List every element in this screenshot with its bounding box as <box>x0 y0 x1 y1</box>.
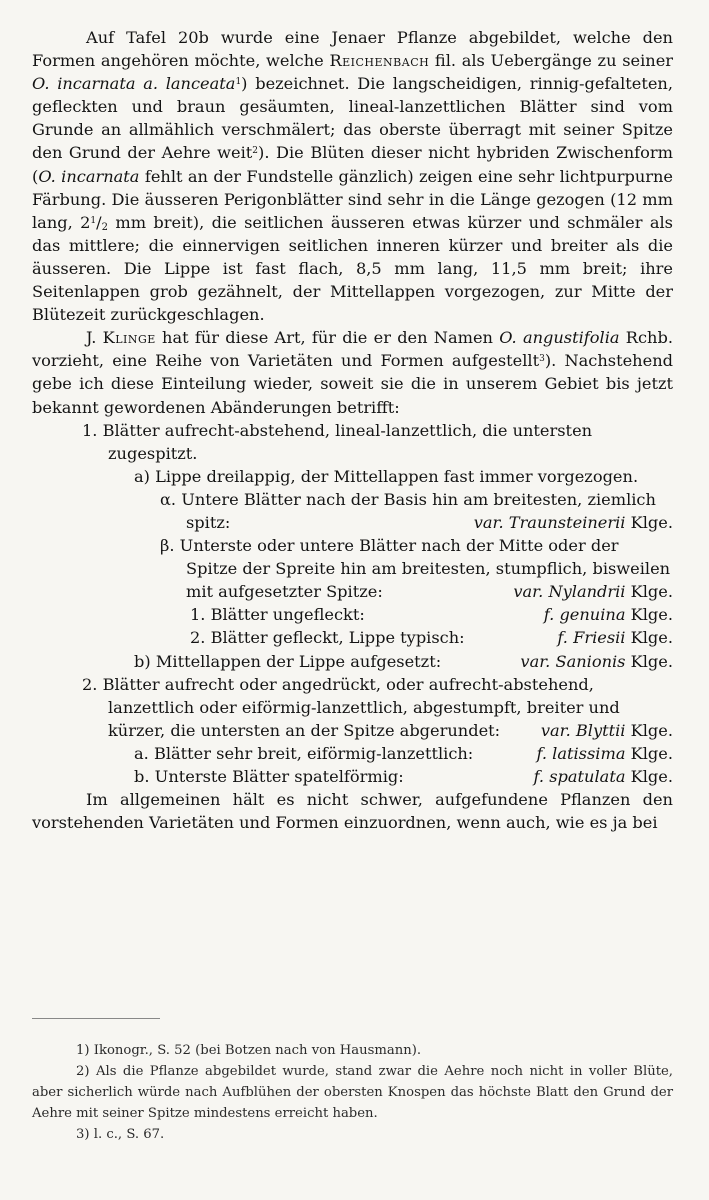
footnote-mark: 1) <box>76 1043 90 1058</box>
taxon-rank: var. <box>540 720 571 740</box>
list-item <box>32 673 673 742</box>
item-marker: 2. <box>82 674 98 694</box>
taxon-name <box>466 511 673 534</box>
text-run: mm breit), die seitlichen äusseren etwas kürzer und schmäler als das mittlere; die einnervigen seitlichen inneren kürzer und breiter als die äusseren. Die Lippe ist fast flach, 8,5 mm lang, 11,5 mm breit; ihre Seitenlappen grob gezähnelt, der Mittellappen vorgezogen, zur Mitte der Blütezeit zurückgeschlagen. <box>32 212 673 325</box>
text-run: ) bezeichnet. Die langscheidigen, rinnig-gefalteten, gefleckten und braun gesäumten, lineal-lanzettlichen Blätter sind vom Grunde an allmählich verschmälert; das oberste überragt mit seiner Spitze den Grund der Aehre weit <box>32 74 673 163</box>
taxon-name <box>505 580 673 603</box>
item-text: Untere Blätter nach der Basis hin am breitesten, ziemlich spitz: <box>181 489 656 532</box>
taxon-name <box>536 603 673 626</box>
taxon-rank: var. <box>513 582 544 602</box>
item-text: Lippe dreilappig, der Mittellappen fast immer vorgezogen. <box>155 466 639 486</box>
paragraph-klinge <box>32 326 673 418</box>
text-run: hat für diese Art, für die er den Namen <box>155 328 500 348</box>
taxon-epithet: Friesii <box>573 628 626 648</box>
footnote-3 <box>32 1124 673 1145</box>
taxon-epithet: latissima <box>552 743 626 763</box>
paragraph-closing: Im allgemeinen hält es nicht schwer, aufgefundene Pflanzen den vorstehenden Varietäten und Formen einzuordnen, wenn auch, wie es ja bei <box>32 790 673 833</box>
list-item <box>32 488 673 534</box>
footnote-text: Ikonogr., S. 52 (bei Botzen nach von Hausmann). <box>93 1043 422 1058</box>
taxon-name <box>512 650 673 673</box>
item-marker: b. <box>134 767 150 786</box>
taxon-rank: f. <box>557 628 568 648</box>
item-marker: α. <box>160 489 177 509</box>
footnotes <box>32 1040 673 1145</box>
taxon-epithet: Traunsteinerii <box>508 512 626 532</box>
text-run: ). Die Blüten dieser nicht hybriden Zwischenform ( <box>32 143 673 186</box>
footnote-ref-1[interactable]: 1 <box>235 77 242 88</box>
text-run: Rchb. vorzieht, eine Reihe von Varietäten und Formen aufgestellt <box>32 328 673 371</box>
item-text: Mittellappen der Lippe aufgesetzt: <box>155 651 442 671</box>
item-text: Unterste oder untere Blätter nach der Mitte oder der Spitze der Spreite hin am breitesten, stumpflich, bisweilen mit aufgesetzter Spitze: <box>179 536 671 602</box>
taxon-name <box>526 765 673 788</box>
footnote-ref-3[interactable]: 3 <box>539 354 545 365</box>
taxon-author: Klge. <box>630 628 673 648</box>
item-text: Blätter aufrecht-abstehend, lineal-lanzettlich, die untersten zugespitzt. <box>102 420 593 463</box>
taxon-rank: f. <box>533 767 545 786</box>
species-name: O. angustifolia <box>499 328 620 348</box>
taxon-epithet: genuina <box>559 605 626 625</box>
taxon-rank: f. <box>536 743 548 763</box>
taxon-epithet: Blyttii <box>575 720 626 740</box>
list-item <box>32 534 673 603</box>
taxon-author: Klge. <box>630 767 673 786</box>
list-item <box>32 419 673 465</box>
text-run: ). Nachstehend gebe ich diese Einteilung wieder, soweit sie die in unserem Gebiet bis jetzt bekannt gewordenen Abänderungen betrifft: <box>32 351 673 417</box>
footnote-text: l. c., S. 67. <box>93 1127 165 1142</box>
text-run: Auf Tafel 20b wurde eine Jenaer Pflanze abgebildet, welche den Formen angehören möchte, welche <box>32 28 673 71</box>
item-text: Blätter gefleckt, Lippe typisch: <box>210 628 465 648</box>
item-text: Blätter ungefleckt: <box>210 605 365 625</box>
footnote-divider <box>32 1018 160 1019</box>
taxon-author: Klge. <box>630 720 673 740</box>
footnote-2 <box>32 1061 673 1124</box>
taxon-author: Klge. <box>630 512 673 532</box>
taxon-rank: var. <box>520 651 551 671</box>
footnote-mark: 2) <box>76 1064 90 1079</box>
taxon-name <box>549 626 673 649</box>
list-item <box>32 626 673 649</box>
item-text: Unterste Blätter spatelförmig: <box>154 767 404 786</box>
footnote-text: Als die Pflanze abgebildet wurde, stand zwar die Aehre noch nicht in voller Blüte, aber sicherlich würde nach Aufblühen der obersten Knospen das höchste Blatt den Grund der Aehre mit seiner Spitze mindestens erreicht haben. <box>32 1064 673 1121</box>
list-item <box>32 765 673 788</box>
footnote-ref-2[interactable]: 2 <box>252 146 259 157</box>
taxon-author: Klge. <box>630 651 673 671</box>
fraction-slash: / <box>96 212 102 232</box>
item-marker: 2. <box>190 628 206 648</box>
taxon-author: Klge. <box>630 743 673 763</box>
footnote-1 <box>32 1040 673 1061</box>
taxon-author: Klge. <box>630 582 673 602</box>
taxon-name <box>533 719 673 742</box>
taxon-rank: var. <box>473 512 504 532</box>
author-name-klinge: Klinge <box>102 328 156 348</box>
taxon-epithet: spatulata <box>549 767 626 786</box>
item-marker: 1. <box>190 605 206 625</box>
list-item <box>32 603 673 626</box>
taxon-epithet: Sanionis <box>555 651 626 671</box>
taxon-author: Klge. <box>630 605 673 625</box>
footnote-mark: 3) <box>76 1127 90 1142</box>
taxon-name <box>528 742 673 765</box>
text-run: fil. als Uebergänge zu seiner <box>429 51 674 71</box>
paragraph-tafel-20b <box>32 26 673 326</box>
species-name: O. incarnata a. lanceata <box>32 74 236 94</box>
item-marker: 1. <box>82 420 98 440</box>
taxon-epithet: Nylandrii <box>548 582 626 602</box>
list-item <box>32 465 673 488</box>
item-marker: b) <box>134 651 151 671</box>
author-name-reichenbach: Reichenbach <box>329 51 430 71</box>
text-run: fehlt an der Fundstelle gänzlich) zeigen eine sehr lichtpurpurne Färbung. Die äusseren Perigonblätter sind sehr in die Länge gezogen (12 mm lang, 2 <box>32 166 673 232</box>
fraction-denominator: 2 <box>101 221 108 233</box>
item-text: Blätter aufrecht oder angedrückt, oder aufrecht-abstehend, lanzettlich oder eiförmig-lanzettlich, abgestumpft, breiter und kürzer, die untersten an der Spitze abgerundet: <box>102 674 620 740</box>
text-run: J. <box>86 328 103 348</box>
item-text: Blätter sehr breit, eiförmig-lanzettlich: <box>153 743 474 763</box>
classification-list <box>32 419 673 789</box>
species-name: O. incarnata <box>38 166 140 186</box>
item-marker: β. <box>160 536 175 556</box>
item-marker: a) <box>134 466 150 486</box>
list-item <box>32 742 673 765</box>
item-marker: a. <box>134 743 149 763</box>
body-text <box>32 26 673 834</box>
list-item <box>32 650 673 673</box>
taxon-rank: f. <box>543 605 555 625</box>
fraction-numerator: 1 <box>90 215 97 226</box>
